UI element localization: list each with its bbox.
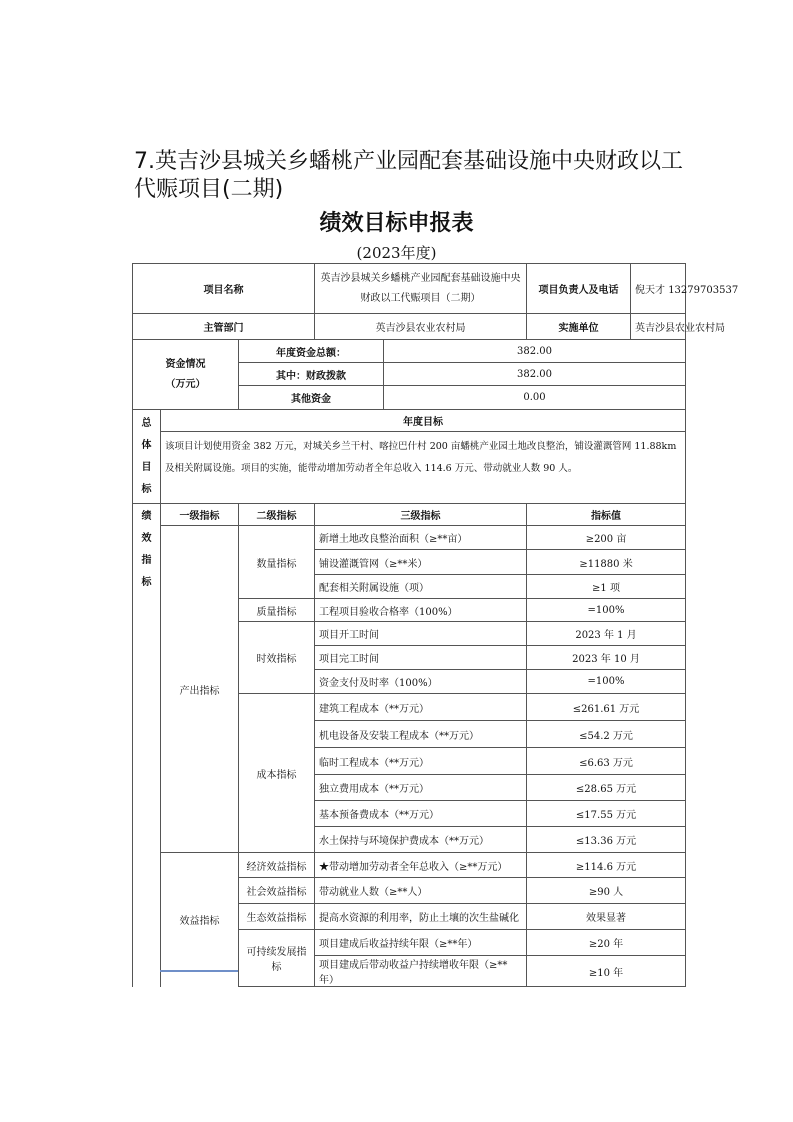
perf-side-char: 指 (141, 555, 152, 566)
indicator-name: 水土保持与环境保护费成本（**万元） (315, 827, 527, 853)
funds-total-value: 382.00 (384, 340, 686, 363)
indicator-value: ≥11880 米 (527, 550, 686, 575)
header-level2: 二级指标 (239, 504, 315, 526)
indicator-name: 独立费用成本（**万元） (315, 775, 527, 801)
indicator-name: 资金支付及时率（100%） (315, 670, 527, 694)
indicator-value: ≥90 人 (527, 878, 686, 904)
indicator-name: 提高水资源的利用率，防止土壤的次生盐碱化 (315, 904, 527, 930)
form-title: 绩效目标申报表 (319, 211, 474, 236)
indicator-value: =100% (527, 670, 686, 694)
indicator-name: 带动就业人数（≥**人） (315, 878, 527, 904)
indicator-name: ★带动增加劳动者全年总收入（≥**万元） (315, 853, 527, 878)
form-year: (2023年度) (356, 244, 437, 262)
level2-quantity: 数量指标 (239, 526, 315, 599)
unit-value: 英吉沙县农业农村局 (631, 314, 686, 340)
indicator-name: 工程项目验收合格率（100%） (315, 599, 527, 622)
overall-side-char: 体 (141, 439, 152, 451)
annual-target-label: 年度目标 (161, 410, 686, 432)
project-leader-label: 项目负责人及电话 (527, 264, 631, 314)
indicator-value: ≥200 亩 (527, 526, 686, 550)
indicator-name: 临时工程成本（**万元） (315, 748, 527, 775)
performance-side-label (133, 504, 161, 987)
selection-marker (160, 970, 238, 972)
indicator-name: 机电设备及安装工程成本（**万元） (315, 721, 527, 748)
indicator-value: ≤17.55 万元 (527, 801, 686, 827)
funds-label-line2: （万元） (165, 378, 206, 390)
indicator-value: ≤6.63 万元 (527, 748, 686, 775)
indicator-value: ≤13.36 万元 (527, 827, 686, 853)
funds-other-value: 0.00 (384, 386, 686, 410)
indicator-name: 项目完工时间 (315, 646, 527, 670)
indicator-value: ≤261.61 万元 (527, 694, 686, 721)
page-heading: 7.英吉沙县城关乡蟠桃产业园配套基础设施中央财政以工代赈项目(二期) (134, 149, 683, 202)
funds-fiscal-value: 382.00 (384, 363, 686, 386)
header-value: 指标值 (527, 504, 686, 526)
indicator-value: ≥114.6 万元 (527, 853, 686, 878)
funds-fiscal-label: 其中：财政拨款 (239, 363, 384, 386)
indicator-value: ≥1 项 (527, 575, 686, 599)
funds-label-line1: 资金情况 (165, 358, 206, 370)
indicator-name: 配套相关附属设施（项） (315, 575, 527, 599)
indicator-name: 新增土地改良整治面积（≥**亩） (315, 526, 527, 550)
indicator-value: 2023 年 10 月 (527, 646, 686, 670)
perf-side-char: 效 (141, 533, 152, 544)
dept-value: 英吉沙县农业农村局 (315, 314, 527, 340)
overall-side-char: 标 (141, 483, 152, 495)
funds-label (133, 340, 239, 410)
level2-social: 社会效益指标 (239, 878, 315, 904)
level2-cost: 成本指标 (239, 694, 315, 853)
funds-total-label: 年度资金总额： (239, 340, 384, 363)
level2-ecological: 生态效益指标 (239, 904, 315, 930)
indicator-name: 项目建成后收益持续年限（≥**年） (315, 930, 527, 956)
overall-side-char: 总 (141, 417, 152, 429)
level2-quality: 质量指标 (239, 599, 315, 622)
level2-economic: 经济效益指标 (239, 853, 315, 878)
level2-sustainable: 可持续发展指标 (239, 930, 315, 987)
indicator-name: 建筑工程成本（**万元） (315, 694, 527, 721)
project-name-label: 项目名称 (133, 264, 315, 314)
indicator-name: 项目开工时间 (315, 622, 527, 646)
indicator-name: 项目建成后带动收益户持续增收年限（≥**年） (315, 956, 527, 987)
annual-target-text: 该项目计划使用资金 382 万元，对城关乡兰干村、喀拉巴什村 200 亩蟠桃产业园土地改良整治，铺设灌溉管网 11.88km 及相关附属设施。项目的实施，能带动增加劳动者全年总收入 114.6 万元、带动就业人数 90 人。 (161, 432, 686, 504)
overall-side-char: 目 (141, 461, 152, 473)
level1-output: 产出指标 (161, 526, 239, 853)
indicator-value: ≤28.65 万元 (527, 775, 686, 801)
level2-timeliness: 时效指标 (239, 622, 315, 694)
perf-side-char: 绩 (141, 511, 152, 522)
level1-benefit: 效益指标 (161, 853, 239, 987)
performance-target-table (132, 263, 739, 987)
perf-side-char: 标 (141, 577, 152, 588)
indicator-value: ≥20 年 (527, 930, 686, 956)
indicator-value: ≤54.2 万元 (527, 721, 686, 748)
header-level1: 一级指标 (161, 504, 239, 526)
indicator-name: 铺设灌溉管网（≥**米） (315, 550, 527, 575)
overall-target-side-label (133, 410, 161, 504)
indicator-value: 2023 年 1 月 (527, 622, 686, 646)
indicator-value: 效果显著 (527, 904, 686, 930)
unit-label: 实施单位 (527, 314, 631, 340)
funds-other-label: 其他资金 (239, 386, 384, 410)
indicator-value: =100% (527, 599, 686, 622)
project-leader-value: 倪天才 13279703537 (631, 264, 686, 314)
indicator-value: ≥10 年 (527, 956, 686, 987)
project-name-value: 英吉沙县城关乡蟠桃产业园配套基础设施中央财政以工代赈项目（二期） (315, 264, 527, 314)
indicator-name: 基本预备费成本（**万元） (315, 801, 527, 827)
header-level3: 三级指标 (315, 504, 527, 526)
dept-label: 主管部门 (133, 314, 315, 340)
